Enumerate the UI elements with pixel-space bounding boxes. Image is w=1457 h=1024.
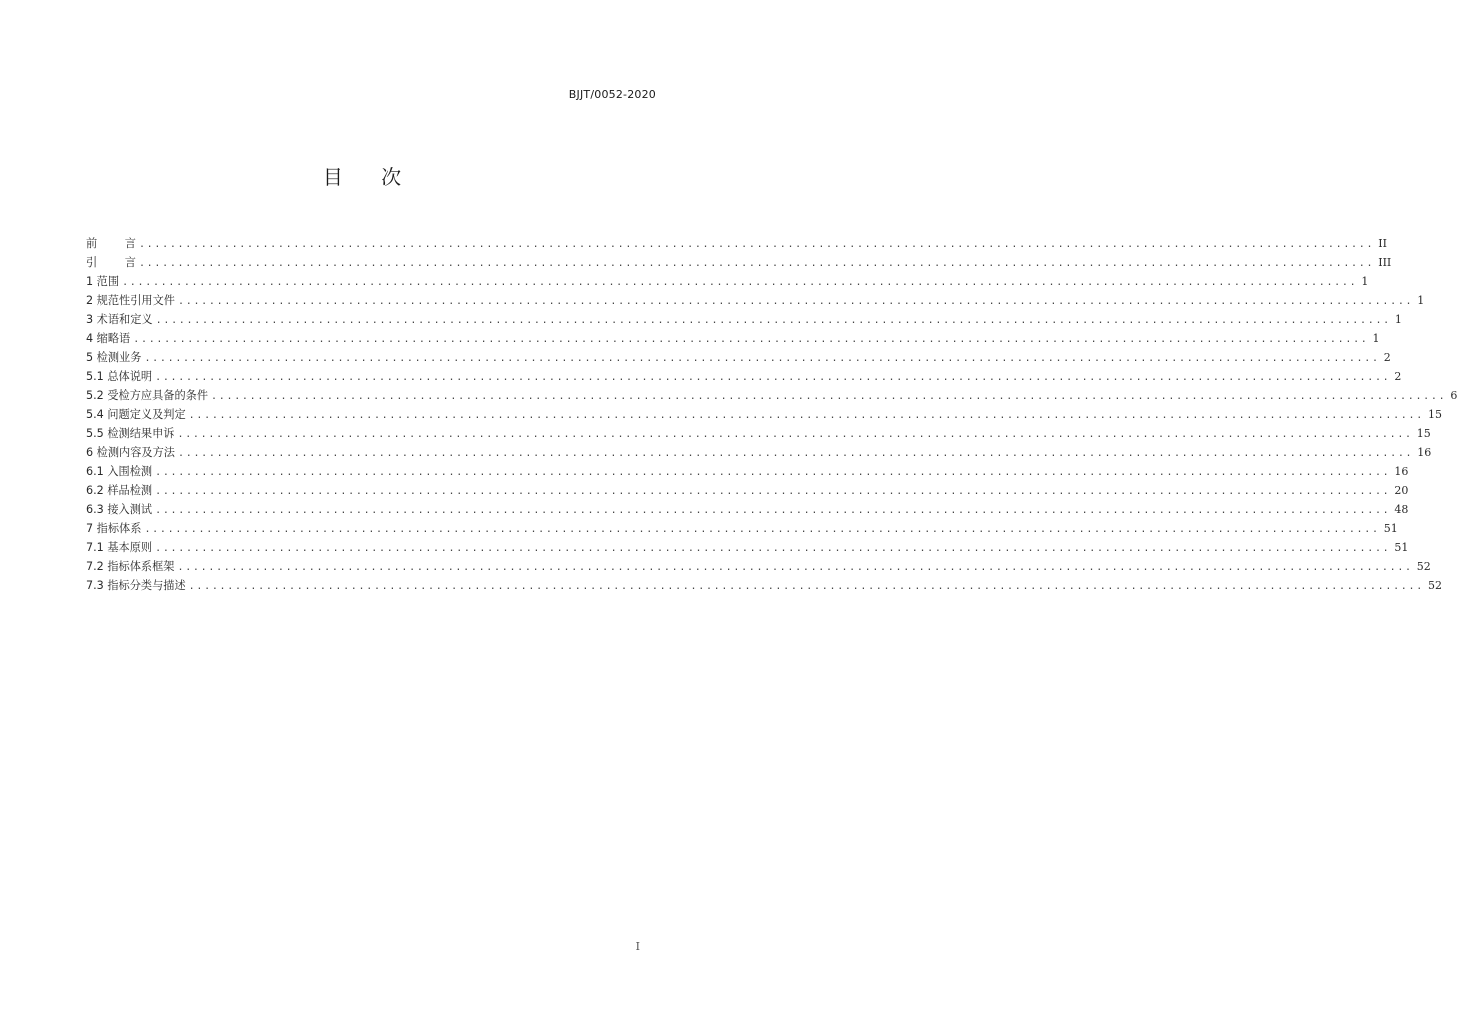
toc-dot-leader: ................................................................................................................................................................ <box>144 524 1380 535</box>
toc-dot-leader: ................................................................................................................................................................ <box>138 239 1375 250</box>
toc-entry-label: 7.3 指标分类与描述 <box>86 579 186 592</box>
toc-entry-label: 3 术语和定义 <box>86 313 153 326</box>
toc-entry-label: 6.1 入围检测 <box>86 465 153 478</box>
toc-entry-page: 15 <box>1416 427 1431 440</box>
toc-entry-page: 16 <box>1417 446 1432 459</box>
toc-entry-label: 7 指标体系 <box>86 522 142 535</box>
toc-entry-label: 5.4 问题定义及判定 <box>86 408 186 421</box>
toc-dot-leader: ................................................................................................................................................................ <box>155 315 1391 326</box>
toc-entry[interactable] <box>86 443 1432 462</box>
toc-dot-leader: ................................................................................................................................................................ <box>155 467 1391 478</box>
toc-entry-page: 51 <box>1394 541 1409 554</box>
toc-entry-label: 5.1 总体说明 <box>86 370 153 383</box>
toc-entry[interactable] <box>86 462 1409 481</box>
toc-entry-label: 6.2 样品检测 <box>86 484 153 497</box>
toc-entry-page: 2 <box>1383 351 1391 364</box>
toc-entry-page: 16 <box>1394 465 1409 478</box>
toc-dot-leader: ................................................................................................................................................................ <box>177 562 1413 573</box>
toc-dot-leader: ................................................................................................................................................................ <box>188 581 1424 592</box>
toc-entry[interactable] <box>86 386 1457 405</box>
toc-entry-page: 2 <box>1394 370 1402 383</box>
toc-entry-page: 1 <box>1417 294 1425 307</box>
toc-entry[interactable] <box>86 272 1369 291</box>
toc-entry[interactable] <box>86 291 1425 310</box>
toc-dot-leader: ................................................................................................................................................................ <box>155 505 1391 516</box>
toc-entry[interactable] <box>86 234 1387 253</box>
toc-entry-page: 52 <box>1427 579 1442 592</box>
toc-entry[interactable] <box>86 557 1431 576</box>
toc-dot-leader: ................................................................................................................................................................ <box>178 448 1414 459</box>
toc-entry-page: 48 <box>1394 503 1409 516</box>
toc-entry-page: 51 <box>1383 522 1398 535</box>
toc-entry[interactable] <box>86 538 1409 557</box>
toc-entry-page: 1 <box>1361 275 1369 288</box>
toc-dot-leader: ................................................................................................................................................................ <box>155 486 1391 497</box>
toc-dot-leader: ................................................................................................................................................................ <box>144 353 1380 364</box>
toc-entry[interactable] <box>86 253 1392 272</box>
toc-entry-label: 1 范围 <box>86 275 120 288</box>
toc-entry-label: 引 言 <box>86 256 136 269</box>
toc-dot-leader: ................................................................................................................................................................ <box>138 258 1375 269</box>
toc-entry-label: 6 检测内容及方法 <box>86 446 175 459</box>
toc-dot-leader: ................................................................................................................................................................ <box>178 296 1414 307</box>
toc-entry-page: 20 <box>1394 484 1409 497</box>
toc-entry[interactable] <box>86 405 1442 424</box>
toc-entry-page: 1 <box>1372 332 1380 345</box>
toc-entry[interactable] <box>86 310 1402 329</box>
toc-entry[interactable] <box>86 348 1391 367</box>
table-of-contents <box>86 234 1457 595</box>
toc-dot-leader: ................................................................................................................................................................ <box>155 543 1391 554</box>
toc-entry-page: 15 <box>1427 408 1442 421</box>
toc-dot-leader: ................................................................................................................................................................ <box>177 429 1413 440</box>
toc-dot-leader: ................................................................................................................................................................ <box>122 277 1358 288</box>
toc-dot-leader: ................................................................................................................................................................ <box>188 410 1424 421</box>
toc-entry-label: 5.5 检测结果申诉 <box>86 427 175 440</box>
toc-dot-leader: ................................................................................................................................................................ <box>211 391 1447 402</box>
toc-entry[interactable] <box>86 576 1442 595</box>
toc-entry[interactable] <box>86 500 1409 519</box>
toc-entry[interactable] <box>86 424 1431 443</box>
toc-dot-leader: ................................................................................................................................................................ <box>133 334 1369 345</box>
toc-entry-page: 1 <box>1394 313 1402 326</box>
toc-dot-leader: ................................................................................................................................................................ <box>155 372 1391 383</box>
toc-entry-page: III <box>1378 256 1392 269</box>
toc-entry-page: 6 <box>1450 389 1457 402</box>
toc-entry-label: 6.3 接入测试 <box>86 503 153 516</box>
page-number: I <box>635 940 640 953</box>
page-title: 目 次 <box>322 165 402 189</box>
toc-entry[interactable] <box>86 329 1380 348</box>
toc-entry-label: 7.2 指标体系框架 <box>86 560 175 573</box>
toc-entry-page: II <box>1378 237 1387 250</box>
toc-entry-label: 2 规范性引用文件 <box>86 294 175 307</box>
toc-entry-label: 7.1 基本原则 <box>86 541 153 554</box>
toc-entry-page: 52 <box>1416 560 1431 573</box>
toc-entry[interactable] <box>86 519 1398 538</box>
toc-entry-label: 前 言 <box>86 237 136 250</box>
toc-entry-label: 4 缩略语 <box>86 332 131 345</box>
toc-entry[interactable] <box>86 481 1409 500</box>
toc-entry[interactable] <box>86 367 1402 386</box>
toc-entry-label: 5 检测业务 <box>86 351 142 364</box>
document-code: BJJT/0052-2020 <box>568 88 656 101</box>
toc-entry-label: 5.2 受检方应具备的条件 <box>86 389 209 402</box>
